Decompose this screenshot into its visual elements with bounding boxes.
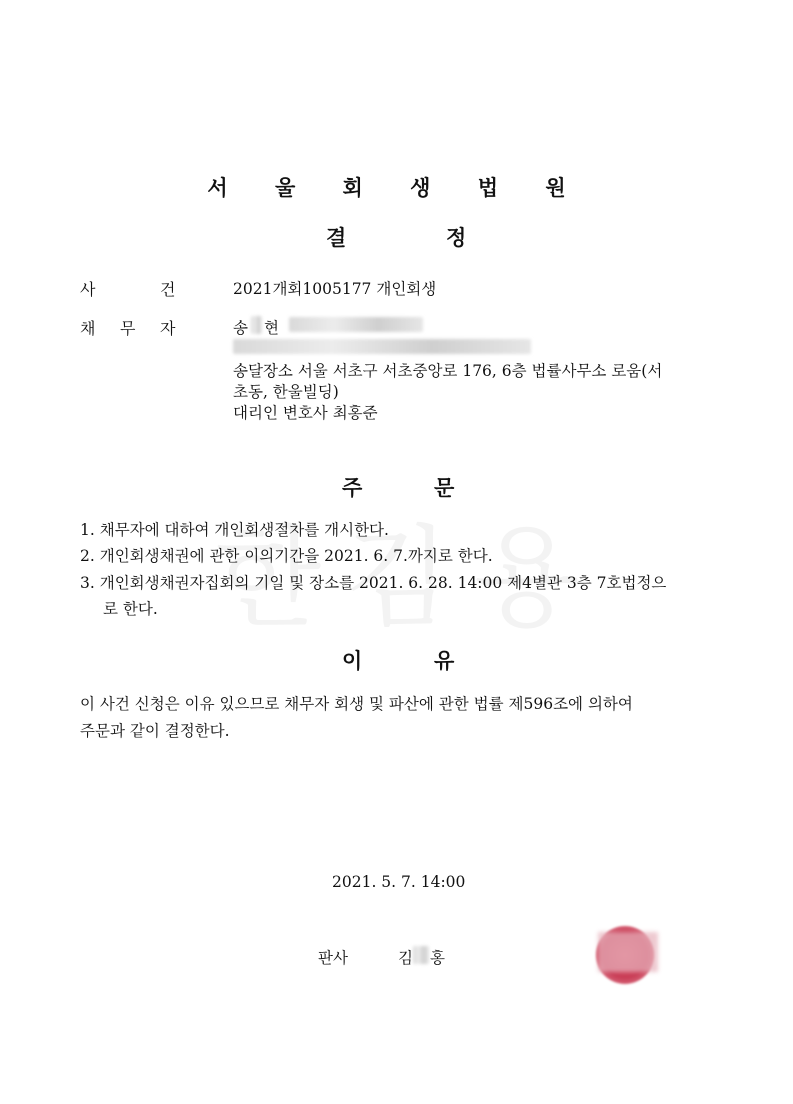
reason-heading-right: 유: [434, 649, 455, 673]
agent: 대리인 변호사 최홍준: [233, 404, 378, 422]
redacted-judge-name: [413, 946, 429, 964]
title-left: 결: [326, 226, 347, 250]
redacted-name: [251, 316, 262, 334]
judge-label: 판사: [318, 949, 348, 967]
debtor-label-3: 자: [160, 319, 176, 338]
watermark: [215, 490, 574, 648]
court-name: 서 울 회 생 법 원: [207, 176, 586, 200]
redacted-address: [233, 339, 531, 354]
reason-line2: 주문과 같이 결정한다.: [80, 722, 230, 740]
seal-redaction: [598, 932, 658, 972]
case-value: 2021개회1005177 개인회생: [233, 280, 437, 298]
case-label-2: 건: [160, 280, 176, 299]
service-address-line2: 초동, 한울빌딩): [233, 383, 339, 401]
order-heading-left: 주: [342, 476, 363, 500]
order-item-3-line2: 로 한다.: [103, 600, 158, 618]
case-label-1: 사: [80, 280, 96, 299]
redacted-id: [289, 317, 423, 332]
order-heading-right: 문: [434, 476, 455, 500]
judge-name-last: 홍: [430, 949, 445, 967]
service-address-line1: 송달장소 서울 서초구 서초중앙로 176, 6층 법률사무소 로움(서: [233, 362, 663, 380]
decision-date: 2021. 5. 7. 14:00: [332, 873, 466, 891]
title-right: 정: [446, 226, 467, 250]
reason-line1: 이 사건 신청은 이유 있으므로 채무자 회생 및 파산에 관한 법률 제596조에 의하여: [80, 695, 633, 713]
debtor-label-1: 채: [80, 319, 96, 338]
order-item-2: 2. 개인회생채권에 관한 이의기간을 2021. 6. 7.까지로 한다.: [80, 547, 493, 565]
order-item-1: 1. 채무자에 대하여 개인회생절차를 개시한다.: [80, 521, 389, 539]
order-item-3-line1: 3. 개인회생채권자집회의 기일 및 장소를 2021. 6. 28. 14:00 제4별관 3층 7호법정으: [80, 574, 667, 592]
debtor-name-last: 현: [264, 319, 279, 337]
reason-heading-left: 이: [342, 649, 363, 673]
judge-name-first: 김: [398, 949, 413, 967]
debtor-label-2: 무: [120, 319, 136, 338]
debtor-name-first: 송: [233, 319, 248, 337]
